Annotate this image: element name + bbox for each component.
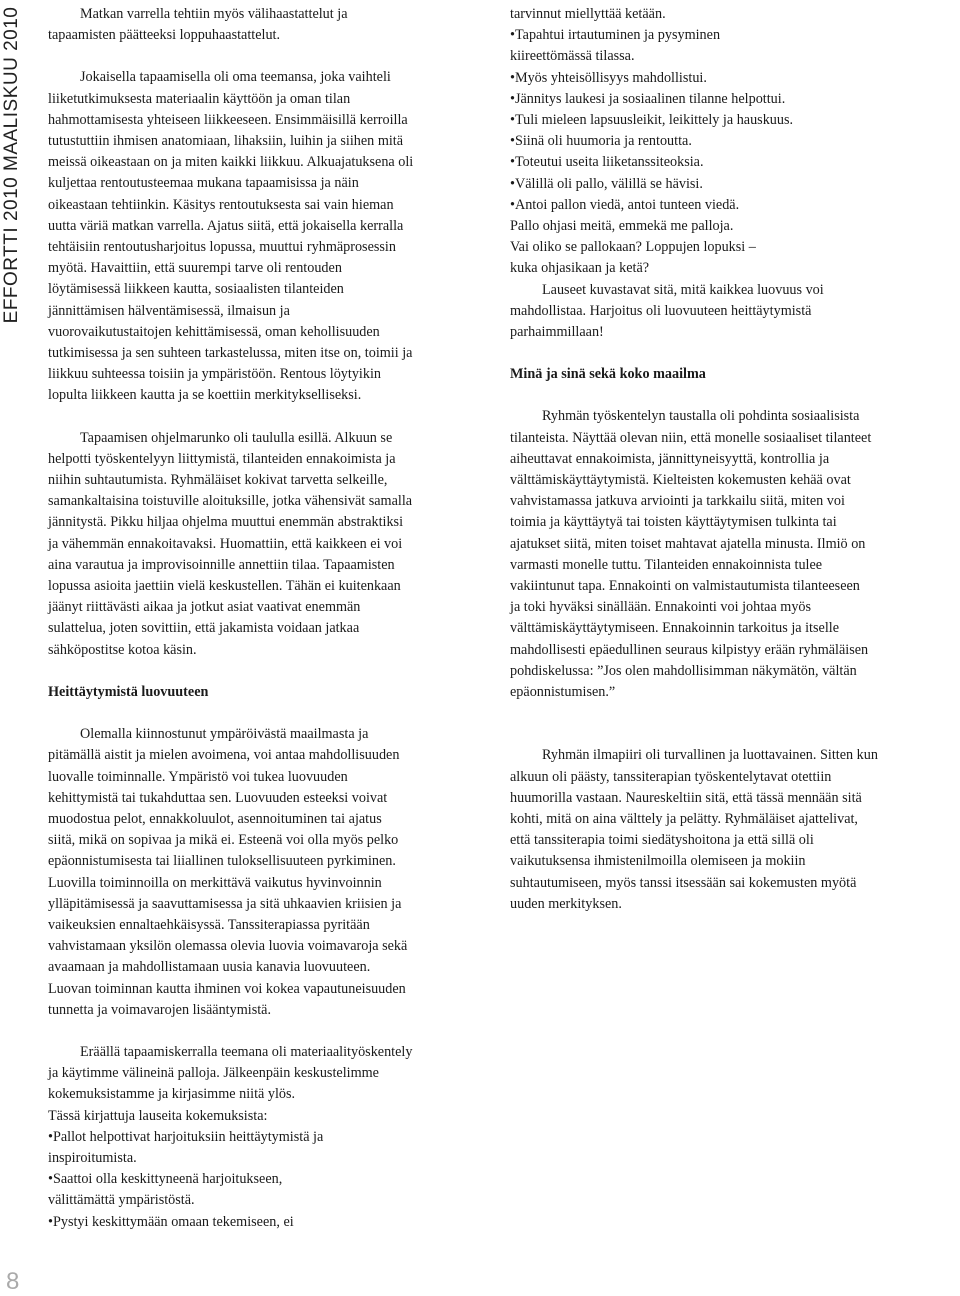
paragraph-line: oikeastaan tehtiinkin. Käsitys rentoutuksesta sai vain hieman [48, 196, 394, 213]
bullet-line: •Siinä oli huumoria ja rentoutta. [510, 133, 692, 150]
paragraph-line: ajatukset siitä, miten toiset mahtavat ajatella minusta. Ilmiö on [510, 535, 866, 552]
paragraph-line: suhtautumiseen, myös tanssi itsessään sai kokemusten myötä [510, 874, 857, 891]
paragraph-line: että tanssiterapia toimi siedätyshoitona ja että sillä oli [510, 832, 814, 849]
paragraph-line: parhaimmillaan! [510, 324, 604, 341]
paragraph-line: tapaamisten päätteeksi loppuhaastattelut. [48, 27, 281, 44]
paragraph-line: niihin suhtautumista. Ryhmäläiset kokivat tarvetta selkeille, [48, 472, 388, 489]
paragraph-line: hahmottamisesta yhteiseen liikkeeseen. Ensimmäisillä kerroilla [48, 111, 408, 128]
paragraph-line: toimia ja käyttäytyä tai toisten käyttäytymisen tulkinta tai [510, 514, 837, 531]
paragraph-line: helpotti työskentelyyn liittymistä, tilanteiden ennakoimista ja [48, 450, 396, 467]
paragraph-line: vaikutuksensa ihmistenilmoilla olemiseen ja mokiin [510, 853, 806, 870]
paragraph-line: Tapaamisen ohjelmarunko oli taululla esillä. Alkuun se [80, 429, 393, 446]
paragraph-line: liikkuu suhteessa toisiin ja ympäristöön. Rentous löytyikin [48, 366, 381, 383]
paragraph-line: muodostua pelot, ennakkoluulot, asennoituminen tai ajatus [48, 810, 382, 827]
paragraph-line: kuljettaa rentoutusteemaa mukana tapaamisissa ja näin [48, 175, 359, 192]
paragraph-line: meissä oikeastaan on ja miten kaikki liikkuu. Alkuajatuksena oli [48, 154, 414, 171]
paragraph-line: uutta väriä matkan varrella. Ajatus siitä, että jokaisella kerralla [48, 217, 404, 234]
left-column [48, 4, 496, 1233]
running-header [0, 0, 26, 330]
bullet-line: •Myös yhteisöllisyys mahdollistui. [510, 69, 707, 86]
poem-line: Pallo ohjasi meitä, emmekä me palloja. [510, 218, 734, 235]
paragraph-line: Ryhmän ilmapiiri oli turvallinen ja luottavainen. Sitten kun [542, 747, 878, 764]
paragraph-line: myötä. Havaittiin, että suurempi tarve oli rentouden [48, 260, 342, 277]
paragraph-line: Luovilla toiminnoilla on merkittävä vaikutus hyvinvoinnin [48, 874, 382, 891]
paragraph-line: epäonnistumisen.” [510, 684, 616, 701]
paragraph-line: Ryhmän työskentelyn taustalla oli pohdinta sosiaalisista [542, 408, 860, 425]
paragraph-line: Lauseet kuvastavat sitä, mitä kaikkea luovuus voi [542, 281, 824, 298]
paragraph-line: Matkan varrella tehtiin myös välihaastattelut ja [80, 6, 348, 22]
paragraph-line: tehtäisiin rentoutusharjoitus lopussa, muuttui ryhmäprosessin [48, 239, 396, 256]
paragraph-line: sulattelua, joten sovittiin, että jakamista voidaan jatkaa [48, 620, 360, 637]
paragraph-line: tunnetta ja voimavarojen lisääntymistä. [48, 1001, 271, 1018]
paragraph-line: mahdollistaa. Harjoitus oli luovuuteen heittäytymistä [510, 302, 812, 319]
paragraph-line: ja toki hyväksi sinällään. Ennakointi voi johtaa myös [510, 599, 812, 616]
paragraph-line: vahvistamaan yksilön olemassa olevia luovia voimavaroja sekä [48, 938, 408, 955]
bullet-line: •Tapahtui irtautuminen ja pysyminen [510, 27, 721, 44]
paragraph-line: Eräällä tapaamiskerralla teemana oli materiaalityöskentely [80, 1043, 413, 1060]
paragraph-line: epäonnistumisesta tai liiallinen tuloksellisuuteen pyrkiminen. [48, 853, 396, 870]
paragraph-line: vuorovaikutustaitojen kehittämisessä, oman kehollisuuden [48, 323, 380, 340]
bullet-line: •Jännitys laukesi ja sosiaalinen tilanne helpottui. [510, 90, 786, 107]
paragraph-line: aiheuttavat ennakoimista, jännittyneisyyttä, kontrollia ja [510, 450, 830, 467]
paragraph-line: siitä, mikä on sopivaa ja mikä ei. Esteenä voi olla myös pelko [48, 832, 399, 849]
paragraph-line: kohti, mitä on aina välttely ja pelätty. Ryhmäläiset ajattelivat, [510, 810, 858, 827]
paragraph-line: jäänyt riittävästi aikaa ja jotkut asiat vaativat enemmän [48, 599, 361, 616]
bullet-line: inspiroitumista. [48, 1149, 137, 1166]
bullet-line: välittämättä ympäristöstä. [48, 1192, 195, 1209]
right-column [510, 4, 960, 915]
paragraph-line: kehittymistä tai tukahduttaa sen. Luovuuden esteeksi voivat [48, 789, 388, 806]
paragraph-line: ja vähemmän ennakoitavaksi. Huomattiin, että kaikkeen ei voi [48, 535, 403, 552]
bullet-line: •Antoi pallon viedä, antoi tunteen viedä. [510, 196, 740, 213]
paragraph-line: aina varautua ja improvisoinnille annettiin tilaa. Tapaamisten [48, 556, 395, 573]
section-heading: Minä ja sinä sekä koko maailma [510, 366, 706, 383]
bullet-line: tarvinnut miellyttää ketään. [510, 6, 666, 22]
bullet-line: •Pystyi keskittymään omaan tekemiseen, ei [48, 1213, 294, 1230]
paragraph-line: luovalle toiminnalle. Ympäristö voi tukea luovuuden [48, 768, 348, 785]
paragraph-line: kokemuksistamme ja kirjasimme niitä ylös. [48, 1086, 296, 1103]
paragraph-line: pitämällä aistit ja mielen avoimena, voi antaa mahdollisuuden [48, 747, 400, 764]
paragraph-line: tutustuttiin ihmisen anatomiaan, lihaksiin, luihin ja siihen mitä [48, 133, 404, 150]
paragraph-line: mahdollisesti epäedullinen seuraus kilpistyy erään ryhmäläisen [510, 641, 869, 658]
paragraph-line: lopussa asioita jaettiin vielä keskustellen. Tähän ei kuitenkaan [48, 578, 401, 595]
paragraph-line: vahvistamassa jatkuva arviointi ja tarkkailu siitä, miten voi [510, 493, 845, 510]
bullet-line: •Välillä oli pallo, välillä se hävisi. [510, 175, 703, 192]
running-header-text: EFFORTTI 2010 MAALISKUU 2010 [1, 6, 22, 324]
paragraph-line: välttämiskäyttäytymistä. Kielteisten kokemusten kehää ovat [510, 472, 851, 489]
paragraph-line: pohdiskelussa: ”Jos olen mahdollisimman näkymätön, vältän [510, 662, 857, 679]
paragraph-line: löytämisessä liikkeen kautta, sosiaalisten tilanteiden [48, 281, 344, 298]
paragraph-line: jännittämisen hälventämisessä, ilmaisun ja [48, 302, 290, 319]
paragraph-line: varmasti monelle tuttu. Tilanteiden ennakoinnista tulee [510, 556, 823, 573]
paragraph-line: Luovan toiminnan kautta ihminen voi kokea vapautuneisuuden [48, 980, 406, 997]
paragraph-line: ja käytimme välineinä palloja. Jälkeenpäin keskustelimme [48, 1065, 379, 1082]
paragraph-line: vakiintunut tapa. Ennakointi on valmistautumista tilanteeseen [510, 578, 860, 595]
bullet-line: •Saattoi olla keskittyneenä harjoitukseen, [48, 1171, 283, 1188]
paragraph-line: samankaltaisina toistuville aloituksille, jotka vähensivät samalla [48, 493, 413, 510]
poem-line: kuka ohjasikaan ja ketä? [510, 260, 650, 277]
paragraph-line: tutkimisessa ja sen suhteen tarkastelussa, miten itse on, toimii ja [48, 345, 413, 362]
paragraph-line: huumorilla vastaan. Naureskeltiin sitä, että tässä mennään sitä [510, 789, 862, 806]
paragraph-line: liiketutkimuksesta materiaalin käyttöön ja oman tilan [48, 90, 351, 107]
paragraph-line: uuden merkityksen. [510, 895, 622, 912]
bullet-line: •Tuli mieleen lapsuusleikit, leikittely ja hauskuus. [510, 112, 794, 129]
paragraph-line: Jokaisella tapaamisella oli oma teemansa, joka vaihteli [80, 69, 391, 86]
paragraph-line: sähköpostitse kotoa käsin. [48, 641, 197, 658]
page-number: 8 [6, 1268, 20, 1295]
paragraph-line: jännitystä. Pikku hiljaa ohjelma muuttui enemmän abstraktiksi [48, 514, 404, 531]
paragraph-line: Olemalla kiinnostunut ympäröivästä maailmasta ja [80, 726, 369, 743]
paragraph-line: avaamaan ja mahdollistamaan uusia kanavia luovuuteen. [48, 959, 371, 976]
section-heading: Heittäytymistä luovuuteen [48, 683, 209, 700]
paragraph-line: tilanteista. Näyttää olevan niin, että monelle sosiaaliset tilanteet [510, 429, 872, 446]
paragraph-line: alkuun oli päästy, tanssiterapian työskentelytavat otettiin [510, 768, 832, 785]
paragraph-line: välttämiskäyttäytymiseen. Ennakoinnin tarkoitus ja itselle [510, 620, 840, 637]
poem-line: Vai oliko se pallokaan? Loppujen lopuksi – [510, 239, 756, 256]
bullet-line: kiireettömässä tilassa. [510, 48, 635, 65]
paragraph-line: lopulta liikkeen kautta ja se koettiin merkitykselliseksi. [48, 387, 362, 404]
bullet-line: •Toteutui useita liiketanssiteoksia. [510, 154, 704, 171]
paragraph-line: ylläpitämisessä ja saavuttamisessa ja sitä uhkaavien kriisien ja [48, 895, 402, 912]
list-intro: Tässä kirjattuja lauseita kokemuksista: [48, 1107, 268, 1124]
paragraph-line: vaikeuksien ennaltaehkäisyssä. Tanssiterapiassa pyritään [48, 916, 370, 933]
bullet-line: •Pallot helpottivat harjoituksiin heittäytymistä ja [48, 1128, 324, 1145]
